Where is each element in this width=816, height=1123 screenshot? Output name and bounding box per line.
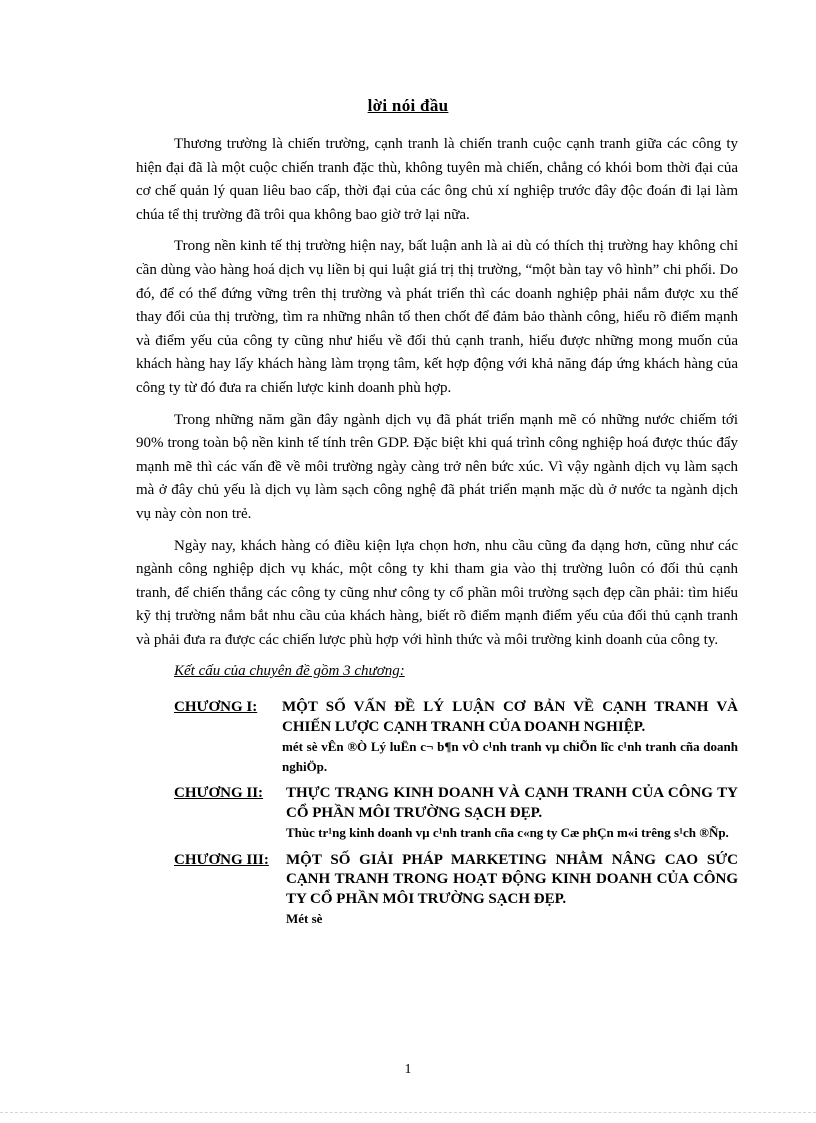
- chapter-1: [174, 698, 738, 776]
- paragraph-4: Ngày nay, khách hàng có điều kiện lựa chọn hơn, nhu cầu cũng đa dạng hơn, cũng như các ngành công nghiệp dịch vụ khác, một công ty khi tham gia vào thị trường luôn có đối thủ cạnh tranh, để chiến thắng các công ty cũng như công ty cổ phần môi trường sạch đẹp cần phải: tìm hiểu kỹ thị trường nắm bắt nhu cầu của khách hàng, biết rõ điểm mạnh điểm yếu của đối thủ cạnh tranh và phải đưa ra được các chiến lược phù hợp với hình thức và môi trường kinh doanh của công ty.: [136, 537, 738, 648]
- page-bottom-edge: [0, 1112, 816, 1113]
- chapter-3-title: MỘT SỐ GIẢI PHÁP MARKETING NHẰM NÂNG CAO SỨC CẠNH TRANH TRONG HOẠT ĐỘNG KINH DOANH CỦA CÔNG TY CỔ PHẦN MÔI TRƯỜNG SẠCH ĐẸP.: [286, 851, 738, 907]
- page-title: lời nói đầu: [367, 96, 449, 115]
- chapter-3-label-text: CHƯƠNG III: [174, 851, 264, 868]
- structure-heading: Kết cấu của chuyên đề gồm 3 chương:: [174, 663, 405, 680]
- chapter-2-title: THỰC TRẠNG KINH DOANH VÀ CẠNH TRANH CỦA CÔNG TY CỔ PHẦN MÔI TRƯỜNG SẠCH ĐẸP.: [286, 785, 738, 821]
- page-number: 1: [404, 1062, 412, 1077]
- chapter-2-colon: :: [258, 785, 264, 802]
- chapter-3-legacy-font-text: Mét sè: [286, 911, 323, 927]
- chapter-2-label-text: CHƯƠNG II: [174, 785, 259, 802]
- chapter-1-label: [174, 698, 257, 718]
- paragraph-3: Trong những năm gần đây ngành dịch vụ đã phát triển mạnh mẽ có những nước chiếm tới 90% trong toàn bộ nền kinh tế tính trên GDP. Đặc biệt khi quá trình công nghiệp hoá được thúc đẩy mạnh mẽ thì các vấn đề về môi trường ngày càng trở nên bức xúc. Vì vậy ngành dịch vụ làm sạch mà ở đây chủ yếu là dịch vụ làm sạch công nghệ đã phát triển mạnh mặc dù ở nước ta ngành dịch vụ này còn non trẻ.: [136, 411, 738, 522]
- paragraph-1: Thương trường là chiến trường, cạnh tranh là chiến tranh cuộc cạnh tranh giữa các công ty hiện đại đã là một cuộc chiến tranh đặc thù, không tuyên mà chiến, chẳng có khói bom thời đại của cơ chế quản lý quan liêu bao cấp, thời đại của các ông chủ xí nghiệp trước đây độc đoán đi lại làm chúa tể thị trường đã trôi qua không bao giờ trở lại nữa.: [136, 136, 738, 223]
- chapter-3: [174, 851, 738, 929]
- chapter-3-label: [174, 851, 269, 871]
- chapter-2-label: [174, 784, 263, 804]
- chapter-1-label-text: CHƯƠNG I: [174, 699, 253, 716]
- chapter-1-colon: :: [252, 699, 258, 716]
- chapter-1-title: MỘT SỐ VẤN ĐỀ LÝ LUẬN CƠ BẢN VỀ CẠNH TRANH VÀ CHIẾN LƯỢC CẠNH TRANH CỦA DOANH NGHIỆP.: [282, 699, 738, 735]
- chapter-2: [174, 784, 738, 843]
- paragraph-2: Trong nền kinh tế thị trường hiện nay, bất luận anh là ai dù có thích thị trường hay không chỉ cần dùng vào hàng hoá dịch vụ liền bị qui luật giá trị thị trường, “một bàn tay vô hình” chi phối. Do đó, để có thể đứng vững trên thị trường và phát triển thì các doanh nghiệp phải nắm được xu thế thay đổi của thị trường, tìm ra những nhân tố then chốt để đảm bảo thành công, hiểu rõ điểm mạnh và điểm yếu của công ty cũng như hiểu về đối thủ cạnh tranh, hiểu được những mong muốn của khách hàng hay lấy khách hàng làm trọng tâm, kết hợp động với khả năng đáp ứng khách hàng của công ty từ đó đưa ra chiến lược kinh doanh phù hợp.: [136, 238, 738, 396]
- chapter-2-legacy-font-text: Thùc tr¹ng kinh doanh vµ c¹nh tranh cña c«ng ty Cæ phÇn m«i trêng s¹ch ®Ñp.: [286, 825, 729, 841]
- chapter-1-legacy-font-text: mét sè vÊn ®Ò Lý luËn c¬ b¶n vÒ c¹nh tranh vµ chiÕn lîc c¹nh tranh cña doanh nghiÖp.: [282, 739, 738, 774]
- body-text: [136, 133, 738, 937]
- chapter-3-colon: :: [263, 851, 269, 868]
